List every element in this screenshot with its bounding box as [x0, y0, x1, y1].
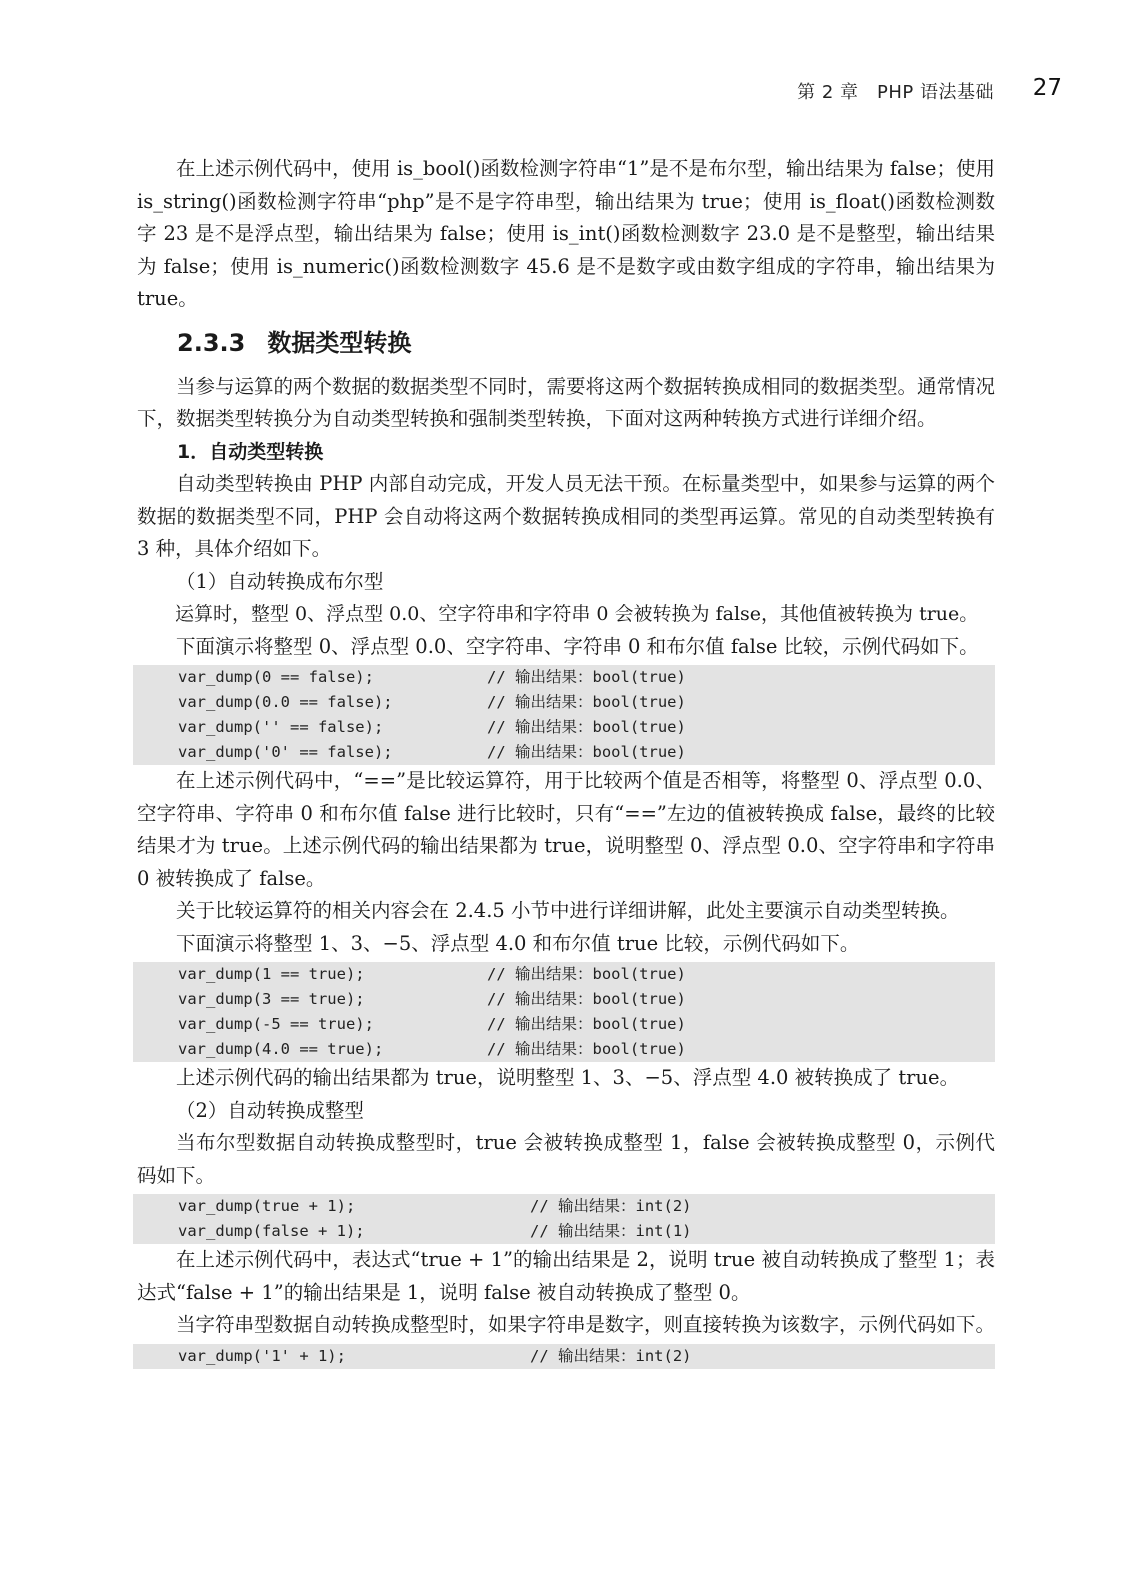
code-comment: // 输出结果：bool(true)	[487, 1015, 686, 1033]
code-block	[133, 1194, 995, 1244]
page-number: 27	[1032, 75, 1062, 101]
code-text: var_dump(3 == true);	[178, 990, 365, 1008]
running-header-title: 第 2 章 PHP 语法基础	[797, 82, 994, 103]
paragraph: 运算时，整型 0、浮点型 0.0、空字符串和字符串 0 会被转换为 false，其他值被转换为 true。	[175, 603, 979, 625]
code-text: var_dump('0' == false);	[178, 743, 393, 761]
paragraph: 上述示例代码的输出结果都为 true，说明整型 1、3、−5、浮点型 4.0 被转换成了 true。	[176, 1066, 960, 1089]
code-comment: // 输出结果：bool(true)	[487, 668, 686, 686]
code-line	[133, 1219, 995, 1244]
code-text: var_dump('' == false);	[178, 718, 384, 736]
code-comment: // 输出结果：bool(true)	[487, 1040, 686, 1058]
code-line	[133, 690, 995, 715]
code-text: var_dump(true + 1);	[178, 1197, 356, 1215]
page-body	[137, 153, 995, 1369]
code-line	[133, 1194, 995, 1219]
code-block	[133, 962, 995, 1062]
paragraph: 在上述示例代码中，“==”是比较运算符，用于比较两个值是否相等，将整型 0、浮点型 0.0、空字符串、字符串 0 和布尔值 false 进行比较时，只有“==”左边的值被转换成 false，最终的比较结果才为 true。上述示例代码的输出结果都为 true，说明整型 0、浮点型 0.0、空字符串和字符串 0 被转换成了 false。	[137, 769, 995, 890]
paragraph: 当字符串型数据自动转换成整型时，如果字符串是数字，则直接转换为该数字，示例代码如下。	[176, 1313, 996, 1336]
code-text: var_dump(1 == true);	[178, 965, 365, 983]
code-text: var_dump(4.0 == true);	[178, 1040, 384, 1058]
code-comment: // 输出结果：int(2)	[530, 1197, 692, 1215]
code-text: var_dump(0.0 == false);	[178, 693, 393, 711]
code-comment: // 输出结果：bool(true)	[487, 718, 686, 736]
code-text: var_dump(false + 1);	[178, 1222, 365, 1240]
code-line	[133, 1037, 995, 1062]
page-header	[0, 76, 1127, 108]
list-heading: （2）自动转换成整型	[176, 1098, 364, 1122]
code-text: var_dump(-5 == true);	[178, 1015, 374, 1033]
list-heading: （1）自动转换成布尔型	[176, 569, 384, 593]
code-line	[133, 1344, 995, 1369]
code-comment: // 输出结果：bool(true)	[487, 693, 686, 711]
code-line	[133, 715, 995, 740]
section-title: 数据类型转换	[267, 328, 412, 357]
paragraph: 当参与运算的两个数据的数据类型不同时，需要将这两个数据转换成相同的数据类型。通常情况下，数据类型转换分为自动类型转换和强制类型转换，下面对这两种转换方式进行详细介绍。	[137, 374, 996, 430]
paragraph: 在上述示例代码中，表达式“true + 1”的输出结果是 2，说明 true 被自动转换成了整型 1；表达式“false + 1”的输出结果是 1，说明 false 被自动转换成了整型 0。	[137, 1248, 995, 1304]
code-comment: // 输出结果：int(2)	[530, 1346, 692, 1365]
code-line	[133, 987, 995, 1012]
section-heading	[177, 323, 995, 363]
paragraph: 下面演示将整型 1、3、−5、浮点型 4.0 和布尔值 true 比较，示例代码如下。	[176, 931, 860, 955]
code-text: var_dump(0 == false);	[178, 668, 374, 686]
paragraph: 当布尔型数据自动转换成整型时，true 会被转换成整型 1，false 会被转换成整型 0，示例代码如下。	[137, 1131, 995, 1187]
paragraph: 自动类型转换由 PHP 内部自动完成，开发人员无法干预。在标量类型中，如果参与运算的两个数据的数据类型不同，PHP 会自动将这两个数据转换成相同的类型再运算。常见的自动类型转换有 3 种，具体介绍如下。	[137, 472, 995, 560]
code-block	[133, 665, 995, 765]
code-line	[133, 1012, 995, 1037]
section-number: 2.3.3	[177, 328, 246, 357]
code-line	[133, 665, 995, 690]
code-comment: // 输出结果：int(1)	[530, 1222, 692, 1240]
paragraph: 关于比较运算符的相关内容会在 2.4.5 小节中进行详细讲解，此处主要演示自动类型转换。	[176, 899, 960, 922]
code-comment: // 输出结果：bool(true)	[487, 990, 686, 1008]
code-text: var_dump('1' + 1);	[178, 1346, 346, 1365]
code-comment: // 输出结果：bool(true)	[487, 743, 686, 761]
subsection-heading: 1．自动类型转换	[177, 440, 324, 463]
code-comment: // 输出结果：bool(true)	[487, 965, 686, 983]
code-line	[133, 962, 995, 987]
code-block	[133, 1344, 995, 1369]
paragraph: 在上述示例代码中，使用 is_bool()函数检测字符串“1”是不是布尔型，输出结果为 false；使用 is_string()函数检测字符串“php”是不是字符串型，输出结果为 true；使用 is_float()函数检测数字 23 是不是浮点型，输出结果为 false；使用 is_int()函数检测数字 23.0 是不是整型，输出结果为 false；使用 is_numeric()函数检测数字 45.6 是不是数字或由数字组成的字符串，输出结果为 true。	[137, 157, 995, 310]
paragraph: 下面演示将整型 0、浮点型 0.0、空字符串、字符串 0 和布尔值 false 比较，示例代码如下。	[176, 634, 979, 658]
code-line	[133, 740, 995, 765]
